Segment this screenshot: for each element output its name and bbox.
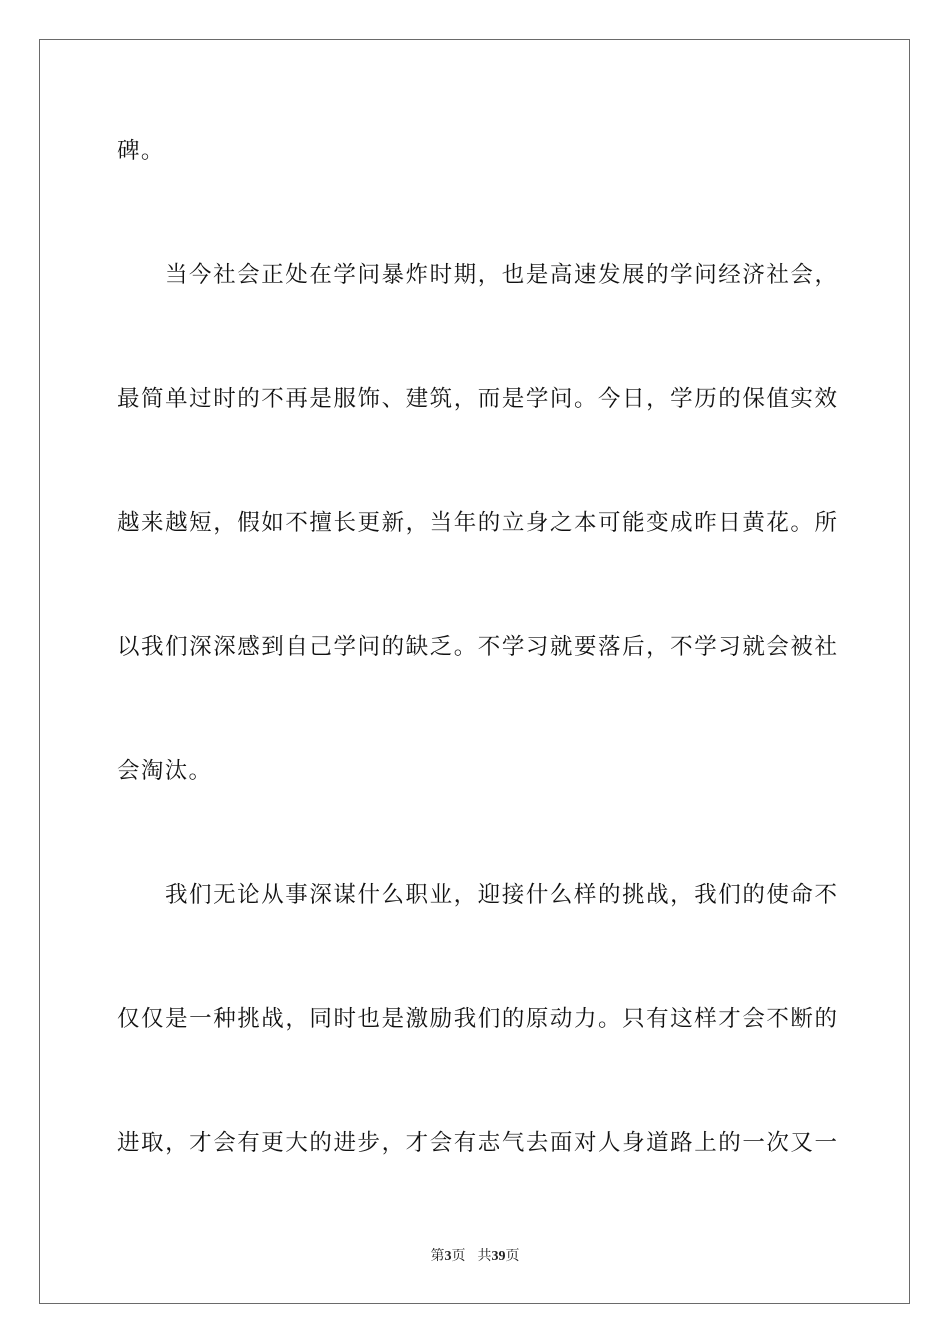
- page-border: [39, 39, 910, 1304]
- page-suffix: 页: [451, 1248, 466, 1264]
- page-number: 3: [444, 1249, 452, 1264]
- page-prefix: 第: [430, 1248, 445, 1264]
- text-line-3: 最简单过时的不再是服饰、建筑，而是学问。今日，学历的保值实效: [117, 386, 837, 412]
- text-line-2: 当今社会正处在学问暴炸时期，也是高速发展的学问经济社会，: [165, 262, 837, 288]
- text-line-5: 以我们深深感到自己学问的缺乏。不学习就要落后，不学习就会被社: [117, 634, 837, 660]
- page-footer: [0, 1246, 950, 1267]
- text-line-1: 碑。: [117, 138, 165, 164]
- text-line-8: 仅仅是一种挑战，同时也是激励我们的原动力。只有这样才会不断的: [117, 1006, 837, 1032]
- text-line-9: 进取，才会有更大的进步，才会有志气去面对人身道路上的一次又一: [117, 1130, 837, 1156]
- text-line-7: 我们无论从事深谋什么职业，迎接什么样的挑战，我们的使命不: [165, 882, 837, 908]
- total-suffix: 页: [505, 1248, 520, 1264]
- total-pages: 39: [491, 1249, 506, 1264]
- text-line-4: 越来越短，假如不擅长更新，当年的立身之本可能变成昨日黄花。所: [117, 510, 837, 536]
- text-line-6: 会淘汰。: [117, 758, 213, 784]
- total-prefix: 共: [477, 1248, 492, 1264]
